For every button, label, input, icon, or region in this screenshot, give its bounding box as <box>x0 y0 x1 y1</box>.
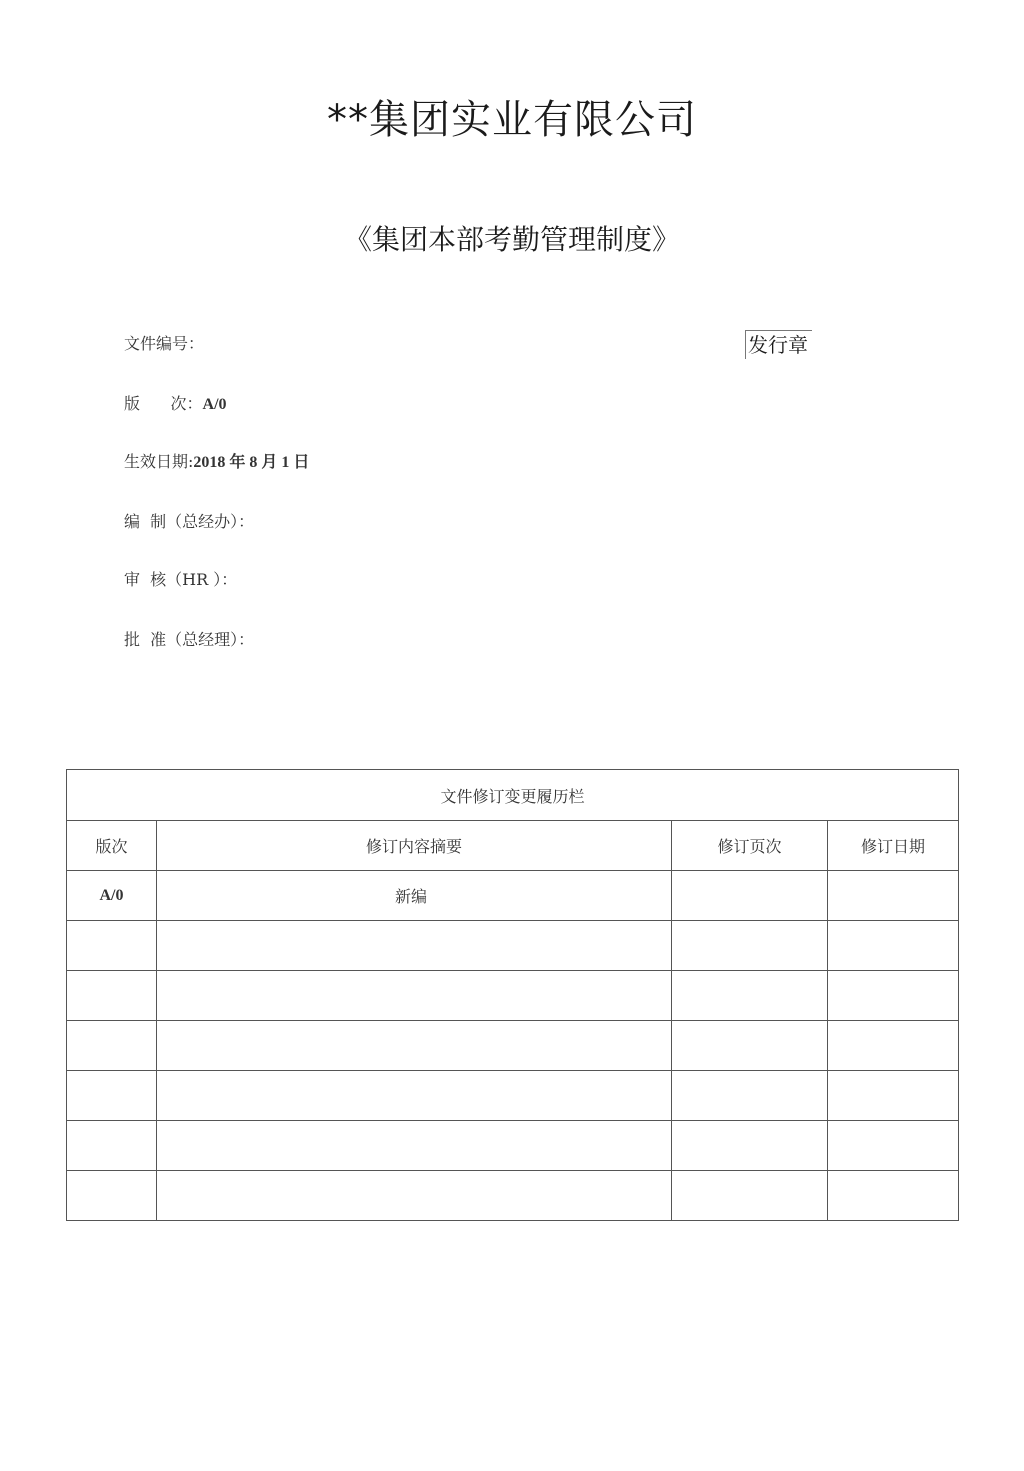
row-date-cell <box>828 871 959 921</box>
row-date-cell <box>828 1021 959 1071</box>
row-version-cell <box>67 1121 157 1171</box>
column-header-summary: 修订内容摘要 <box>157 821 672 871</box>
file-number-line <box>124 331 204 354</box>
prepared-by-label: 编 制（总经办）： <box>124 512 255 531</box>
row-version-cell: A/0 <box>67 871 157 921</box>
file-number-label: 文件编号： <box>124 334 205 353</box>
row-date-cell <box>828 1171 959 1221</box>
effective-date-label: 生效日期: <box>124 452 194 471</box>
table-header-row <box>67 821 959 871</box>
row-pages-cell <box>672 1171 828 1221</box>
row-summary-cell <box>157 971 672 1021</box>
column-header-pages: 修订页次 <box>672 821 828 871</box>
revision-history-table <box>66 769 959 1221</box>
row-pages-cell <box>672 1021 828 1071</box>
approved-by-label: 批 准（总经理）： <box>124 630 255 649</box>
table-row <box>67 1071 959 1121</box>
row-date-cell <box>828 1121 959 1171</box>
effective-date-value: 2018 年 8 月 1 日 <box>193 454 310 471</box>
reviewed-by-line <box>124 567 237 590</box>
row-version-cell <box>67 1171 157 1221</box>
row-date-cell <box>828 1071 959 1121</box>
approved-by-line <box>124 627 254 650</box>
table-row <box>67 871 959 921</box>
column-header-date: 修订日期 <box>828 821 959 871</box>
company-title: **集团实业有限公司 <box>327 97 697 143</box>
row-pages-cell <box>672 871 828 921</box>
row-summary-cell: 新编 <box>157 871 672 921</box>
row-version-cell <box>67 921 157 971</box>
table-row <box>67 1121 959 1171</box>
version-line <box>124 391 227 414</box>
table-row <box>67 1021 959 1071</box>
table-caption-row <box>67 770 959 821</box>
row-summary-cell <box>157 1071 672 1121</box>
row-pages-cell <box>672 971 828 1021</box>
table-row <box>67 1171 959 1221</box>
row-date-cell <box>828 921 959 971</box>
table-caption: 文件修订变更履历栏 <box>67 770 959 821</box>
prepared-by-line <box>124 509 254 532</box>
version-value: A/0 <box>202 396 227 413</box>
row-pages-cell <box>672 921 828 971</box>
effective-date-line <box>124 449 309 472</box>
table-row <box>67 971 959 1021</box>
row-summary-cell <box>157 1021 672 1071</box>
row-summary-cell <box>157 1121 672 1171</box>
row-version-cell <box>67 971 157 1021</box>
row-date-cell <box>828 971 959 1021</box>
row-version-cell <box>67 1021 157 1071</box>
row-summary-cell <box>157 1171 672 1221</box>
issue-stamp: 发行章 <box>745 330 812 359</box>
row-version-cell <box>67 1071 157 1121</box>
version-label: 版 次： <box>124 394 203 413</box>
table-row <box>67 921 959 971</box>
row-pages-cell <box>672 1071 828 1121</box>
column-header-version: 版次 <box>67 821 157 871</box>
document-title: 《集团本部考勤管理制度》 <box>343 223 680 256</box>
reviewed-by-label: 审 核（HR ）： <box>124 570 238 589</box>
row-pages-cell <box>672 1121 828 1171</box>
row-summary-cell <box>157 921 672 971</box>
